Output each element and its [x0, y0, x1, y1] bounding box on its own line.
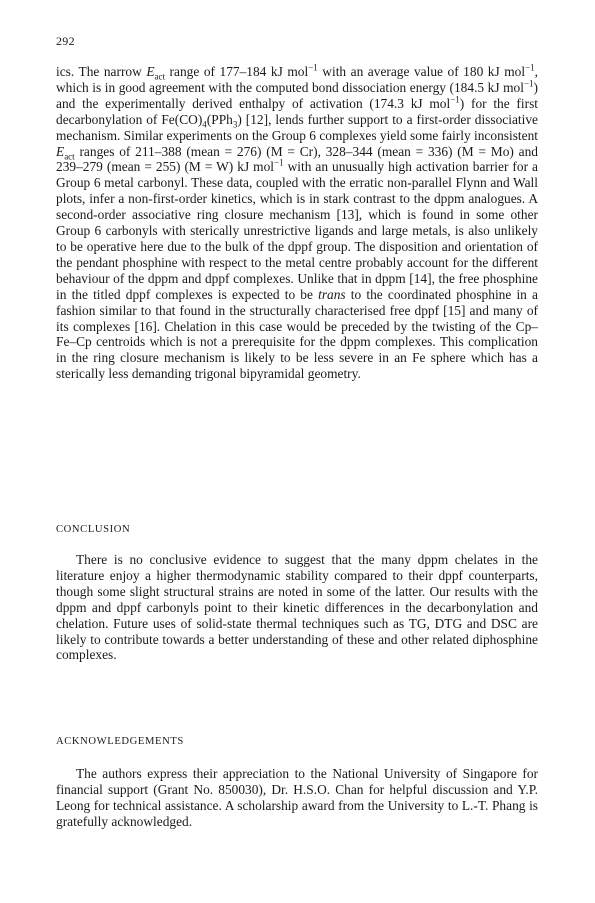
conclusion-paragraph: There is no conclusive evidence to suggest that the many dppm chelates in the literature enjoy a higher thermodynamic stability compared to their dppf counterparts, though some slight structural strains are noted in some of the latter. Our results with the dppm and dppf carbonyls point to their kinetic differences in the decarbonylation and chelation. Future uses of solid-state thermal techniques such as TG, DTG and DSC are likely to contribute towards a better understanding of these and other related diphosphine complexes. — [56, 552, 538, 663]
section-heading-conclusion: CONCLUSION — [56, 524, 131, 535]
acknowledgements-paragraph: The authors express their appreciation to the National University of Singapore for financial support (Grant No. 850030), Dr. H.S.O. Chan for helpful discussion and Y.P. Leong for technical assistance. A scholarship award from the University to L.-T. Phang is gratefully acknowledged. — [56, 766, 538, 829]
page-number: 292 — [56, 34, 75, 48]
section-heading-acknowledgements: ACKNOWLEDGEMENTS — [56, 736, 184, 747]
body-paragraph: ics. The narrow $E_{act}$ range of 177–184 kJ mol$^{-1}$ with an average value of 180 kJ mol$^{-1}$, which is in good agreement with the computed bond dissociation energy (184.5 kJ mol$^{-1}$) and the experimentally derived enthalpy of activation (174.3 kJ mol$^{-1}$) for the first decarbonylation of $Fe(CO)_4(PPh_3)$ [12], lends further support to a first-order dissociative mechanism. Similar experiments on the Group 6 complexes yield some fairly inconsistent $E_{act}$ ranges of 211–388 (mean = 276) (M = Cr), 328–344 (mean = 336) (M = Mo) and 239–279 (mean = 255) (M = W) kJ mol$^{-1}$ with an unusually high activation barrier for a Group 6 metal carbonyl. These data, coupled with the erratic non-parallel Flynn and Wall plots, infer a non-first-order kinetics, which is in stark contrast to the dppm analogues. A second-order associative ring closure mechanism [13], which is found in some other Group 6 carbonyls with sterically unrestrictive ligands and large metals, is also unlikely to be operative here due to the bulk of the dppf group. The disposition and orientation of the pendant phosphine with respect to the metal centre probably account for the different behaviour of the dppm and dppf complexes. Unlike that in dppm [14], the free phosphine in the titled dppf complexes is expected to be trans to the coordinated phosphine in a fashion similar to that found in the structurally characterised free dppf [15] and many of its complexes [16]. Chelation in this case would be preceded by the twisting of the Cp–Fe–Cp centroids which is not a prerequisite for the dppm complexes. This complication in the ring closure mechanism is likely to be less severe in an Fe sphere which has a sterically less demanding trigonal bipyramidal geometry. — [56, 62, 539, 382]
